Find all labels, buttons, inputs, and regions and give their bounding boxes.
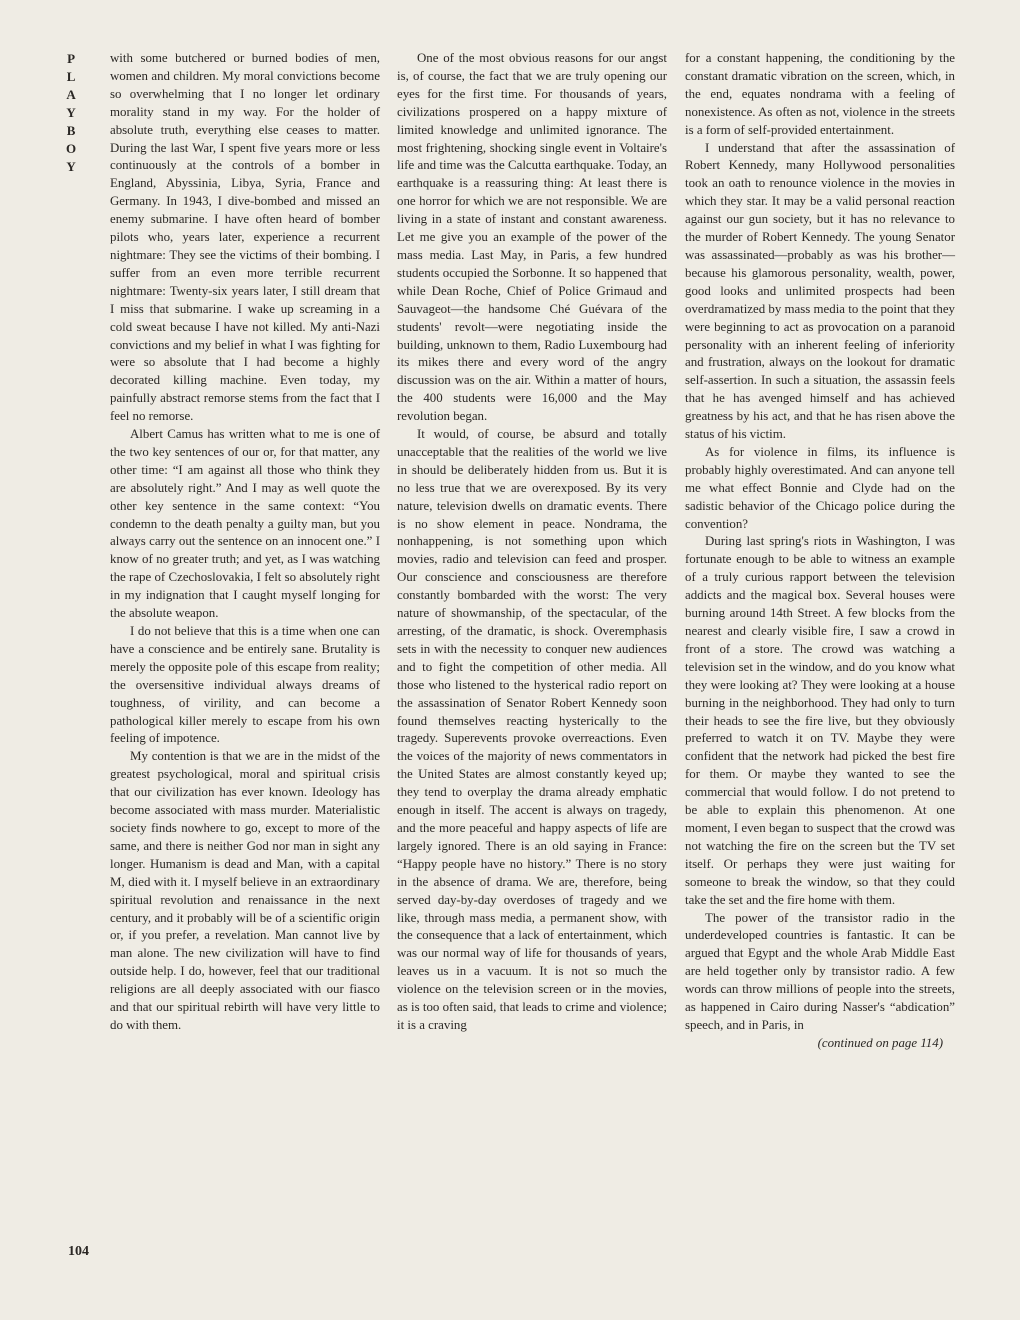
paragraph: As for violence in films, its influence is probably highly overestimated. And can anyone tell me what effect Bonnie and Clyde had on the sadistic behavior of the Chicago police during the convention? — [685, 444, 955, 531]
paragraph: I do not believe that this is a time when one can have a conscience and be entirely sane. Brutality is merely the opposite pole of this escape from reality; the oversensitive individual always dreams of toughness, of virility, and can become a pathological killer merely to escape from his own feeling of impotence. — [110, 624, 380, 746]
paragraph: The power of the transistor radio in the underdeveloped countries is fantastic. It can be argued that Egypt and the whole Arab Middle East are held together only by transistor radio. A few words can throw millions of people into the streets, as happened in Cairo during Nasser's “abdication” speech, and in Paris, in — [685, 910, 955, 1032]
paragraph: for a constant happening, the conditioning by the constant dramatic vibration on the screen, which, in the end, equates nondrama with a feeling of nonexistence. As often as not, violence in the streets is a form of self-provided entertainment. — [685, 51, 955, 137]
text-column-2 — [397, 50, 667, 1035]
magazine-letter: L — [66, 69, 82, 84]
paragraph: My contention is that we are in the midst of the greatest psychological, moral and spiritual crisis that our civilization has ever known. Ideology has become associated with mass murder. Materialistic society finds nowhere to go, except to more of the same, and there is neither God nor man in sight any longer. Humanism is dead and Man, with a capital M, died with it. I myself believe in an extraordinary spiritual revolution and renaissance in the next century, and it probably will be of a scientific origin or, if you prefer, a revelation. Man cannot live by man alone. The new civilization will have to find outside help. I do, however, feel that our traditional religions are all deeply associated with our fiasco and that our spiritual rebirth will have very little to do with them. — [110, 749, 380, 1032]
paragraph: During last spring's riots in Washington, I was fortunate enough to be able to witness an example of a truly curious rapport between the television addicts and the magical box. Several houses were burning around 14th Street. A few blocks from the nearest and clearly visible fire, I saw a crowd in front of a store. The crowd was watching a television set in the window, and do you know what they were looking at? They were looking at a house burning in the neighborhood. They had only to turn their heads to see the fire live, but they obviously preferred to watch it on TV. Maybe they were confident that the network had picked the best fire for them. Or maybe they wanted to see the commercial that would follow. I do not pretend to be able to explain this phenomenon. At one moment, I even began to suspect that the crowd was not watching the fire on the screen but the TV set itself. Or perhaps they were just waiting for someone to break the window, so that they could take the set and the fire home with them. — [685, 534, 955, 907]
text-column-1 — [110, 50, 380, 1035]
magazine-letter: B — [66, 123, 82, 138]
paragraph: Albert Camus has written what to me is one of the two key sentences of our or, for that matter, any other time: “I am against all those who think they are absolutely right.” And I may as well quote the other key sentence in the same context: “You condemn to the death penalty a guilty man, but you always carry out the sentence on an innocent one.” I know of no greater truth; and yet, as I was watching the rape of Czechoslovakia, I felt so absolutely right in my indignation that I caught myself longing for the absolute weapon. — [110, 427, 380, 621]
paragraph: I understand that after the assassination of Robert Kennedy, many Hollywood personalities took an oath to renounce violence in the movies in which they star. It may be a valid personal reaction against our gun society, but it has no relevance to the murder of Robert Kennedy. The young Senator was assassinated—probably as was his brother—because his glamorous personality, wealth, power, good looks and unlimited prospects had been overdramatized by mass media to the point that they were beginning to act as provocation on a paranoid personality with an inherent feeling of inferiority and frustration, always on the lookout for dramatic self-assertion. In such a situation, the assassin feels that he has avenged himself and has achieved greatness by his act, and that he has risen above the status of his victim. — [685, 140, 955, 442]
text-column-3 — [685, 50, 955, 1053]
paragraph: with some butchered or burned bodies of men, women and children. My moral convictions become so overwhelming that I no longer let ordinary morality stand in my way. For the holder of absolute truth, everything else ceases to matter. During the last War, I spent five years more or less continuously at the controls of a bomber in England, Abyssinia, Libya, Syria, France and Germany. In 1943, I dive-bombed and missed an enemy submarine. I have often heard of bomber pilots who, years later, experience a recurrent nightmare: They see the victims of their bombing. I suffer from an even more terrible recurrent nightmare: Twenty-six years later, I still dream that I miss that submarine. I wake up screaming in a cold sweat because I have not killed. My anti-Nazi convictions and my belief in what I was fighting for were so absolute that I had become a highly decorated killing machine. Even today, my painfully abstract remorse stems from the fact that I feel no remorse. — [110, 51, 380, 424]
paragraph: One of the most obvious reasons for our angst is, of course, the fact that we are truly opening our eyes for the first time. For thousands of years, civilizations prospered on a happy mixture of limited knowledge and unlimited ignorance. The most frightening, shocking single event in Voltaire's life and time was the Calcutta earthquake. Today, an earthquake is a reassuring thing: At least there is one horror for which we are not responsible. We are living in a state of instant and constant awareness. Let me give you an example of the power of the mass media. Last May, in Paris, a few hundred students occupied the Sorbonne. It so happened that while Dean Roche, Chief of Police Grimaud and Sauvageot—the handsome Ché Guévara of the students' revolt—were negotiating inside the building, unknown to them, Radio Luxembourg had its mikes there and every word of the angry discussion was on the air. Within a matter of hours, the 400 students were 16,000 and the May revolution began. — [397, 51, 667, 424]
continuation-note: (continued on page 114) — [817, 1035, 943, 1050]
magazine-letter: Y — [66, 105, 82, 120]
magazine-letter: A — [66, 87, 82, 102]
magazine-name-vertical — [66, 50, 82, 176]
magazine-letter: P — [67, 51, 82, 66]
magazine-letter: O — [66, 141, 83, 156]
magazine-letter: Y — [66, 159, 82, 174]
page-number: 104 — [68, 1244, 89, 1259]
paragraph: It would, of course, be absurd and totally unacceptable that the realities of the world we live in should be deliberately hidden from us. But it is no less true that we are overexposed. By its very nature, television dwells on dramatic events. There is no show element in peace. Nondrama, the nonhappening, is not something upon which movies, radio and television can feed and prosper. Our conscience and consciousness are therefore constantly bombarded with the worst: The very nature of showmanship, of the spectacular, of the arresting, of the dramatic, is shock. Overemphasis sets in with the necessity to conquer new audiences and to fight the competition of other media. All those who listened to the hysterical radio report on the assassination of Senator Robert Kennedy soon found themselves reacting hysterically to the tragedy. Superevents provoke overreactions. Even the voices of the majority of news commentators in the United States are almost constantly keyed up; they tend to overplay the drama already emphatic enough in itself. The accent is always on tragedy, and the more peaceful and happy aspects of life are largely ignored. There is an old saying in France: “Happy people have no history.” There is no story in the absence of drama. We are, therefore, being served day-by-day overdoses of tragedy and we like, through mass media, a permanent show, with the consequence that a lack of entertainment, which was our normal way of life for thousands of years, leaves us in a vacuum. It is not so much the violence on the television screen or in the movies, as is too often said, that leads to crime and violence; it is a craving — [397, 427, 667, 1032]
